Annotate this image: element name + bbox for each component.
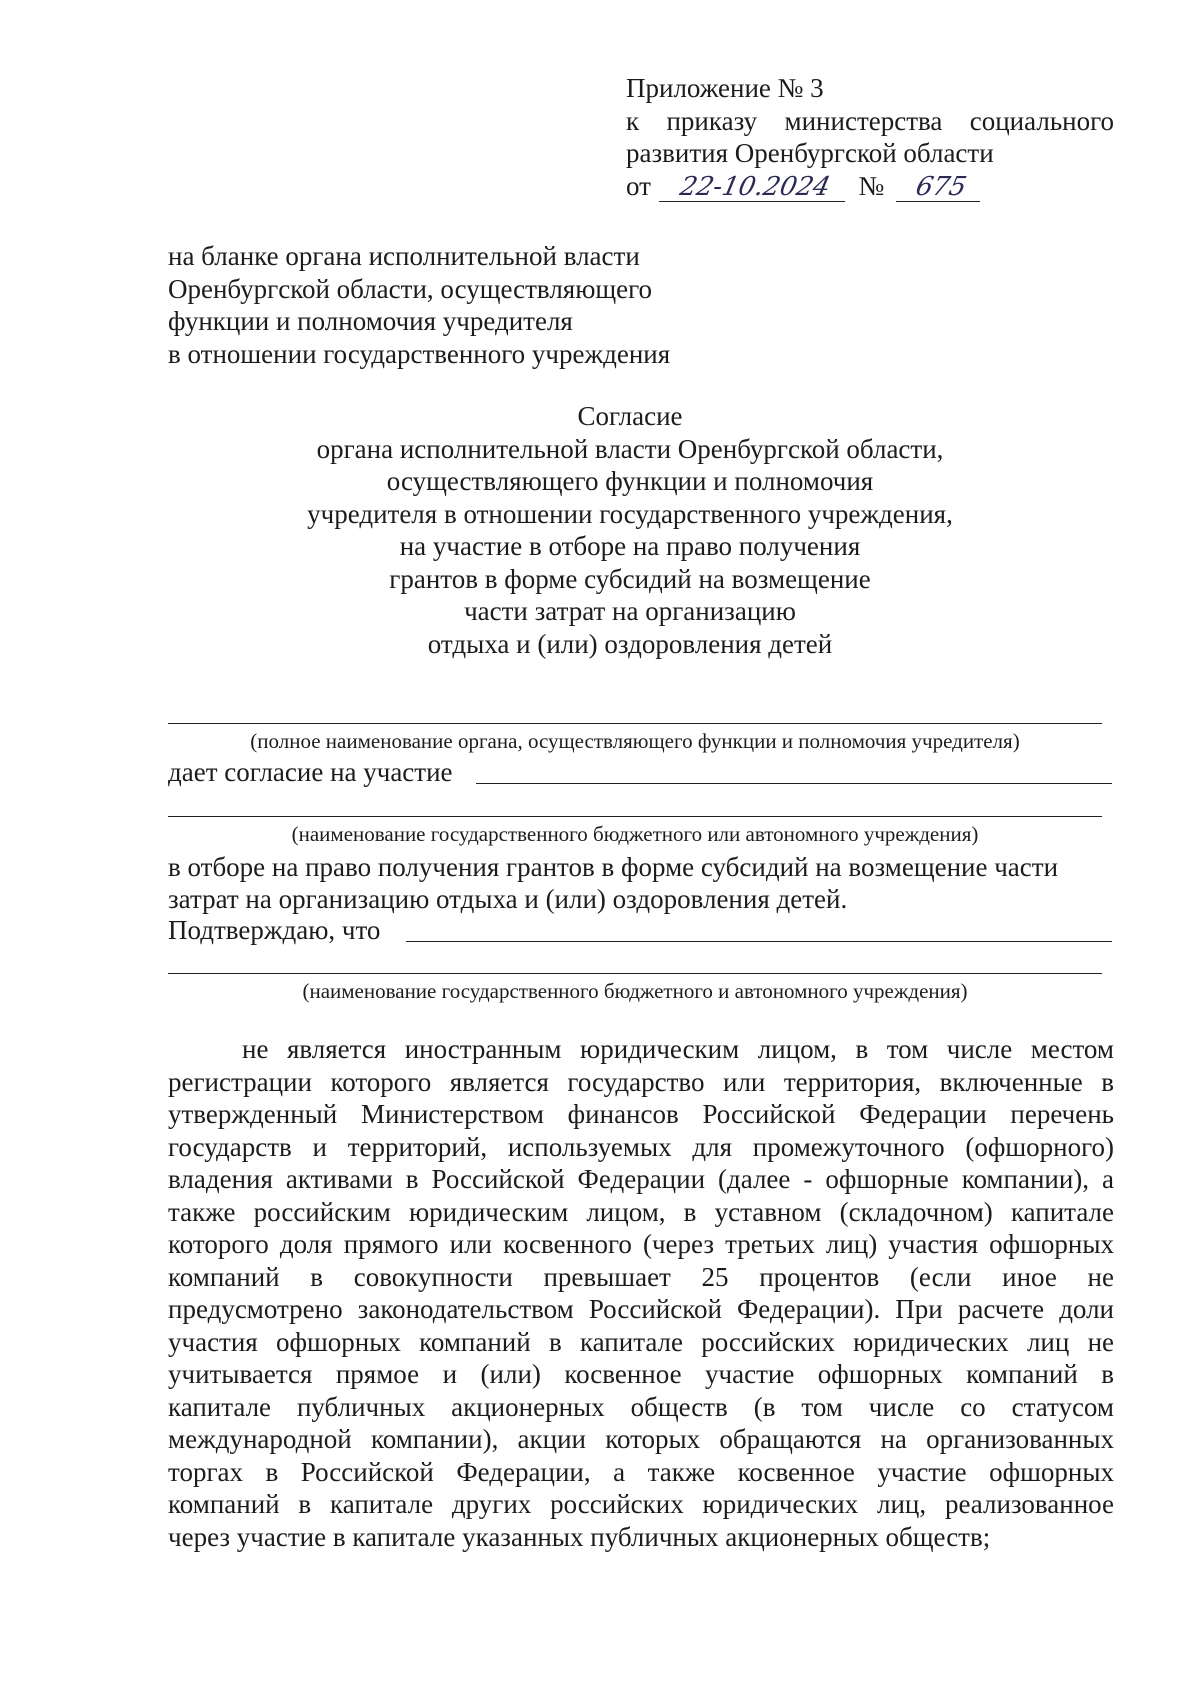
title-line: Согласие (577, 401, 683, 431)
consent-fill-line (476, 783, 1112, 784)
body-line: торгах в Российской Федерации, а также косвенное участие офшорных (168, 1456, 1114, 1487)
from-label: от (626, 170, 651, 201)
body-line: не является иностранным юридическим лицом, в том числе местом (242, 1034, 1114, 1064)
caption-institution: (наименование государственного бюджетного или автономного учреждения) (291, 822, 979, 846)
body-line: капитале публичных акционерных обществ (в том числе со статусом (168, 1391, 1114, 1422)
letterhead-note-line: функции и полномочия учредителя (168, 306, 573, 336)
body-line: утвержденный Министерством финансов Российской Федерации перечень (168, 1099, 1114, 1129)
caption-institution-2: (наименование государственного бюджетного и автономного учреждения) (302, 979, 968, 1003)
body-line: также российским юридическим лицом, в уставном (складочном) капитале (168, 1196, 1114, 1227)
body-line: через участие в капитале указанных публичных акционерных обществ; (168, 1521, 991, 1552)
body-line: которого доля прямого или косвенного (через третьих лиц) участия офшорных (168, 1229, 1114, 1259)
body-line: учитывается прямое и (или) косвенное участие офшорных компаний в (168, 1359, 1114, 1389)
handwritten-number: 675 (896, 173, 986, 202)
title-line: части затрат на организацию (464, 596, 796, 626)
institution-name-line (168, 816, 1102, 817)
body-line: государств и территорий, используемых для промежуточного (офшорного) (168, 1131, 1114, 1162)
letterhead-note-line: на бланке органа исполнительной власти (168, 241, 640, 271)
body-line: регистрации которого является государство или территория, включенные в (168, 1066, 1114, 1097)
selection-text-line2: затрат на организацию отдыха и (или) оздоровления детей. (168, 884, 848, 914)
number-label: № (858, 170, 885, 201)
title-line: грантов в форме субсидий на возмещение (389, 563, 871, 594)
title-line: органа исполнительной власти Оренбургской области, (316, 433, 944, 464)
appendix-number: Приложение № 3 (626, 73, 824, 103)
letterhead-note-line: в отношении государственного учреждения (168, 338, 671, 369)
body-line: участия офшорных компаний в капитале российских юридических лиц не (168, 1326, 1114, 1357)
appendix-header (626, 72, 1114, 202)
body-line: компаний в капитале других российских юридических лиц, реализованное (168, 1489, 1114, 1519)
title-line: на участие в отборе на право получения (399, 531, 861, 561)
institution-name-line-2 (168, 973, 1102, 974)
appendix-date-number (626, 170, 1114, 203)
selection-text-line1: в отборе на право получения грантов в форме субсидий на возмещение части (168, 852, 1059, 882)
appendix-order-ref: к приказу министерства социального (626, 105, 1114, 136)
body-line: предусмотрено законодательством Российской Федерации). При расчете доли (168, 1294, 1114, 1324)
letterhead-note-line: Оренбургской области, осуществляющего (168, 273, 653, 304)
body-line: международной компании), акции которых обращаются на организованных (168, 1424, 1114, 1454)
authority-name-line (168, 723, 1102, 724)
document-title (240, 400, 1020, 660)
confirm-text: Подтверждаю, что (168, 915, 381, 945)
appendix-ministry: развития Оренбургской области (626, 138, 994, 168)
body-line: компаний в совокупности превышает 25 процентов (если иное не (168, 1261, 1114, 1292)
caption-authority: (полное наименование органа, осуществляющего функции и полномочия учредителя) (250, 729, 1020, 753)
title-line: учредителя в отношении государственного учреждения, (307, 498, 953, 529)
letterhead-note (168, 240, 670, 370)
handwritten-date: 22-10.2024 (659, 173, 851, 202)
consent-text: дает согласие на участие (168, 757, 453, 787)
title-line: отдыха и (или) оздоровления детей (427, 628, 833, 659)
confirm-fill-line (406, 941, 1112, 942)
body-paragraph (168, 1033, 1114, 1553)
title-line: осуществляющего функции и полномочия (386, 466, 874, 496)
body-line: владения активами в Российской Федерации (далее - офшорные компании), а (168, 1164, 1114, 1194)
